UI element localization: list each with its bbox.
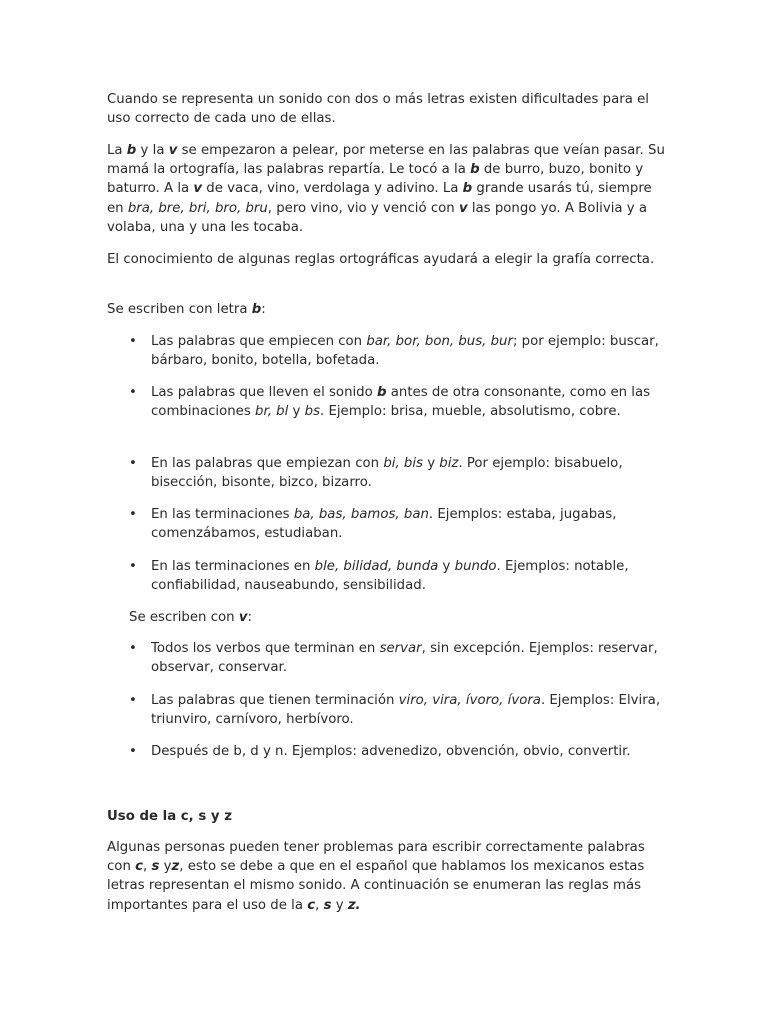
list-item — [129, 742, 669, 761]
list-item-text: Después de b, d y n. Ejemplos: advenedizo, obvención, obvio, convertir. — [151, 744, 631, 759]
bullet-icon: • — [129, 507, 137, 522]
list-item — [129, 639, 669, 677]
list-item — [129, 454, 669, 492]
intro-paragraph-3: El conocimiento de algunas reglas ortográficas ayudará a elegir la grafía correcta. — [107, 252, 655, 267]
list-item-text: Las palabras que tienen terminación viro, vira, ívoro, ívora. Ejemplos: Elvira, triunviro, carnívoro, herbívoro. — [151, 693, 661, 728]
list-item — [129, 691, 669, 729]
bullet-icon: • — [129, 334, 137, 349]
bullet-icon: • — [129, 456, 137, 471]
list-item-text: Las palabras que lleven el sonido b antes de otra consonante, como en las combinaciones br, bl y bs. Ejemplo: brisa, mueble, absolutismo, cobre. — [151, 385, 651, 420]
bullet-icon: • — [129, 641, 137, 656]
list-item — [129, 557, 669, 595]
list-item — [129, 383, 669, 421]
intro-paragraph-2: La b y la v se empezaron a pelear, por meterse en las palabras que veían pasar. Su mamá la ortografía, las palabras repartía. Le tocó a la b de burro, buzo, bonito y baturro. A la v de vaca, vino, verdolaga y adivino. La b grande usarás tú, siempre en bra, bre, bri, bro, bru, pero vino, vio y venció con v las pongo yo. A Bolivia y a volaba, una y una les tocaba. — [107, 143, 665, 235]
list-item-text: En las terminaciones en ble, bilidad, bunda y bundo. Ejemplos: notable, confiabilidad, nauseabundo, sensibilidad. — [151, 559, 629, 594]
bullet-icon: • — [129, 385, 137, 400]
list-item-text: En las terminaciones ba, bas, bamos, ban. Ejemplos: estaba, jugabas, comenzábamos, estudiaban. — [151, 507, 617, 542]
bullet-icon: • — [129, 744, 137, 759]
list-item — [129, 332, 669, 370]
bullet-icon: • — [129, 559, 137, 574]
v-section-lead: Se escriben con v: — [129, 610, 252, 625]
section-heading: Uso de la c, s y z — [107, 809, 232, 824]
intro-paragraph-1: Cuando se representa un sonido con dos o más letras existen dificultades para el uso correcto de cada uno de ellas. — [107, 92, 649, 127]
bullet-icon: • — [129, 693, 137, 708]
list-item-text: En las palabras que empiezan con bi, bis y biz. Por ejemplo: bisabuelo, bisección, bisonte, bizco, bizarro. — [151, 456, 623, 491]
list-item-text: Todos los verbos que terminan en servar, sin excepción. Ejemplos: reservar, observar, conservar. — [151, 641, 658, 676]
list-item — [129, 505, 669, 543]
czs-paragraph: Algunas personas pueden tener problemas para escribir correctamente palabras con c, s yz, esto se debe a que en el español que hablamos los mexicanos estas letras representan el mismo sonido. A continuación se enumeran las reglas más importantes para el uso de la c, s y z. — [107, 840, 645, 913]
list-item-text: Las palabras que empiecen con bar, bor, bon, bus, bur; por ejemplo: buscar, bárbaro, bonito, botella, bofetada. — [151, 334, 659, 369]
b-section-lead: Se escriben con letra b: — [107, 302, 266, 317]
